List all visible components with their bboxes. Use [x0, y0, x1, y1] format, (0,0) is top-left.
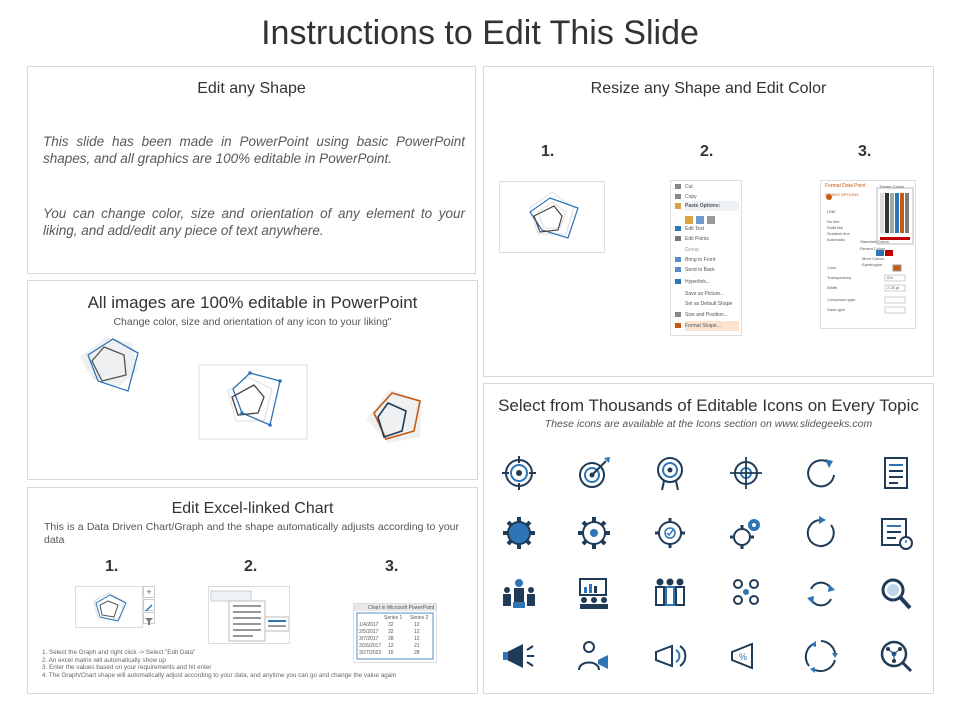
- business-team-icon: [650, 574, 690, 614]
- gear-icon: [499, 513, 539, 553]
- sheet-cell[interactable]: 28: [414, 650, 420, 656]
- standard-colors-label: Standard Colors: [860, 239, 889, 244]
- editable-images-panel: [27, 280, 478, 480]
- context-menu[interactable]: [670, 180, 742, 336]
- sheet-cell[interactable]: 12: [414, 636, 420, 642]
- crosshair-icon: [726, 453, 766, 493]
- svg-text:%: %: [739, 652, 748, 662]
- team-network-icon: [726, 574, 766, 614]
- editable-images-title: All images are 100% editable in PowerPoint: [87, 293, 418, 312]
- edit-data-menu-graphic: [209, 587, 289, 643]
- menu-item-group[interactable]: Group: [685, 247, 699, 253]
- resize-step-2: 2.: [700, 143, 714, 160]
- gear-refresh-icon: [726, 513, 766, 553]
- excel-chart-title: Edit Excel-linked Chart: [171, 500, 334, 517]
- menu-item-send-to-back[interactable]: Send to Back: [685, 267, 715, 273]
- menu-item-cut[interactable]: Cut: [685, 184, 693, 190]
- edit-shape-panel: [27, 66, 476, 274]
- checklist-clock-icon: [876, 513, 916, 553]
- excel-step-3: 3.: [385, 558, 399, 575]
- megaphone-icon: [499, 636, 539, 676]
- excel-sheet-title: Chart in Microsoft PowerPoint: [368, 605, 435, 611]
- line-section[interactable]: LINE: [827, 209, 836, 214]
- sheet-cell[interactable]: 12: [414, 622, 420, 628]
- edit-shape-title: Edit any Shape: [197, 80, 306, 97]
- presentation-chart-icon: [574, 574, 614, 614]
- format-pane-series-options[interactable]: SERIES OPTIONS: [825, 192, 859, 197]
- excel-instruction-1: 1. Select the Graph and right click -> Select "Edit Data": [42, 649, 196, 656]
- automatic-option[interactable]: Automatic: [827, 237, 845, 242]
- width-value[interactable]: 2.25 pt: [887, 285, 900, 290]
- menu-item-set-default[interactable]: Set as Default Shape: [685, 301, 733, 307]
- menu-item-hyperlink[interactable]: Hyperlink...: [685, 279, 711, 285]
- refresh-arrow-icon: [801, 453, 841, 493]
- menu-item-save-as-picture[interactable]: Save as Picture...: [685, 291, 725, 297]
- icons-subtitle: These icons are available at the Icons section on www.slidegeeks.com: [544, 418, 873, 430]
- circular-arrow-icon: [801, 513, 841, 553]
- sheet-cell[interactable]: 3/26/2017: [359, 643, 382, 649]
- excel-instructions: [42, 649, 396, 679]
- color-label: Color: [827, 265, 837, 270]
- edit-shape-para1: This slide has been made in PowerPoint using basic PowerPoint shapes, and all graphics are 100% editable in PowerPoint.: [43, 134, 465, 166]
- target-stand-icon: [650, 453, 690, 493]
- excel-chart-panel: [27, 487, 478, 694]
- excel-instruction-4: 4. The Graph/Chart shape will automatically adjust according to your data, and anytime you can go and change the value again: [42, 671, 397, 679]
- sheet-cell[interactable]: 28: [388, 636, 394, 642]
- resize-panel: [483, 66, 934, 377]
- resize-step-1: 1.: [541, 143, 555, 160]
- sheet-cell[interactable]: 12: [388, 643, 394, 649]
- resize-step-3: 3.: [858, 143, 872, 160]
- format-pane-header: Format Data Point: [825, 183, 866, 189]
- dash-type-label: Dash type: [827, 307, 846, 312]
- excel-radar-graphic: [76, 587, 142, 627]
- cycle-arrows-icon: [801, 636, 841, 676]
- sheet-cell[interactable]: 12: [414, 629, 420, 635]
- magnifier-icon: [876, 574, 916, 614]
- eyedropper-option[interactable]: Eyedropper: [862, 262, 883, 267]
- radar-thumbnail[interactable]: [499, 181, 605, 253]
- gear-eye-icon: [574, 513, 614, 553]
- excel-instruction-3: 3. Enter the values based on your requirements and hit enter: [42, 664, 212, 671]
- filter-icon: [144, 616, 154, 626]
- target-icon: [499, 453, 539, 493]
- sheet-cell[interactable]: 2/5/2017: [359, 629, 379, 635]
- target-arrow-icon: [574, 453, 614, 493]
- chart-styles-button[interactable]: [143, 599, 155, 611]
- recent-colors-label: Recent Colors: [860, 246, 886, 251]
- sheet-header-1: Series 1: [384, 615, 403, 621]
- chart-elements-button[interactable]: +: [143, 586, 155, 598]
- gear-check-icon: [650, 513, 690, 553]
- transparency-label: Transparency: [827, 275, 852, 280]
- sheet-cell[interactable]: 3/7/2017: [359, 636, 379, 642]
- menu-item-size-position[interactable]: Size and Position...: [685, 312, 728, 318]
- resize-title: Resize any Shape and Edit Color: [590, 80, 827, 97]
- sheet-cell[interactable]: 32: [388, 629, 394, 635]
- page-title: Instructions to Edit This Slide: [261, 14, 699, 52]
- excel-step-1: 1.: [105, 558, 119, 575]
- sheet-cell[interactable]: 1/4/2017: [359, 622, 379, 628]
- sheet-cell[interactable]: 3/27/2022: [359, 650, 382, 656]
- excel-instruction-2: 2. An excel matrix will automatically show up: [42, 656, 166, 664]
- radar-chart-graphic: [500, 182, 604, 252]
- solid-line-option[interactable]: Solid line: [827, 225, 844, 230]
- compound-type-label: Compound type: [827, 297, 856, 302]
- recycle-arrows-icon: [801, 574, 841, 614]
- icons-title: Select from Thousands of Editable Icons on Every Topic: [498, 396, 919, 415]
- width-label: Width: [827, 285, 838, 290]
- excel-chart-thumbnail[interactable]: [75, 586, 143, 628]
- excel-step-2: 2.: [244, 558, 258, 575]
- menu-icons-column: [671, 181, 741, 335]
- menu-item-format-shape[interactable]: Format Shape...: [685, 321, 739, 331]
- more-colors-option[interactable]: More Colors...: [862, 256, 888, 261]
- presenter-team-icon: [499, 574, 539, 614]
- theme-colors-label: Theme Colors: [879, 184, 905, 189]
- sheet-cell[interactable]: 32: [388, 622, 394, 628]
- sheet-header-2: Series 2: [410, 615, 429, 621]
- edit-shape-para2: You can change color, size and orientation of any element to your liking, and add/edit any piece of text anywhere.: [43, 206, 465, 238]
- edit-data-menu-thumbnail[interactable]: [208, 586, 290, 644]
- editable-images-subtitle: Change color, size and orientation of any icon to your liking": [113, 316, 392, 328]
- gradient-line-option[interactable]: Gradient line: [827, 231, 850, 236]
- sheet-cell[interactable]: 21: [414, 643, 420, 649]
- excel-chart-desc: This is a Data Driven Chart/Graph and the shape automatically adjusts according to your data: [44, 521, 459, 546]
- sheet-cell[interactable]: 15: [388, 650, 394, 656]
- user-megaphone-icon: [574, 636, 614, 676]
- menu-item-paste-options: Paste Options:: [685, 201, 739, 211]
- chart-filters-button[interactable]: [143, 612, 155, 624]
- megaphone-wave-icon: [650, 636, 690, 676]
- menu-item-bring-to-front[interactable]: Bring to Front: [685, 257, 716, 263]
- menu-item-copy[interactable]: Copy: [685, 194, 697, 200]
- menu-item-edit-points[interactable]: Edit Points: [685, 236, 709, 242]
- document-list-icon: [876, 453, 916, 493]
- no-line-option[interactable]: No line: [827, 219, 840, 224]
- megaphone-percent-icon: [726, 636, 766, 676]
- menu-item-edit-text[interactable]: Edit Text: [685, 226, 705, 232]
- format-data-point-pane[interactable]: [820, 180, 916, 329]
- transparency-value[interactable]: 0%: [887, 275, 893, 280]
- icons-panel: [483, 383, 934, 694]
- magnifier-network-icon: [876, 636, 916, 676]
- editable-radar-examples: [28, 281, 479, 481]
